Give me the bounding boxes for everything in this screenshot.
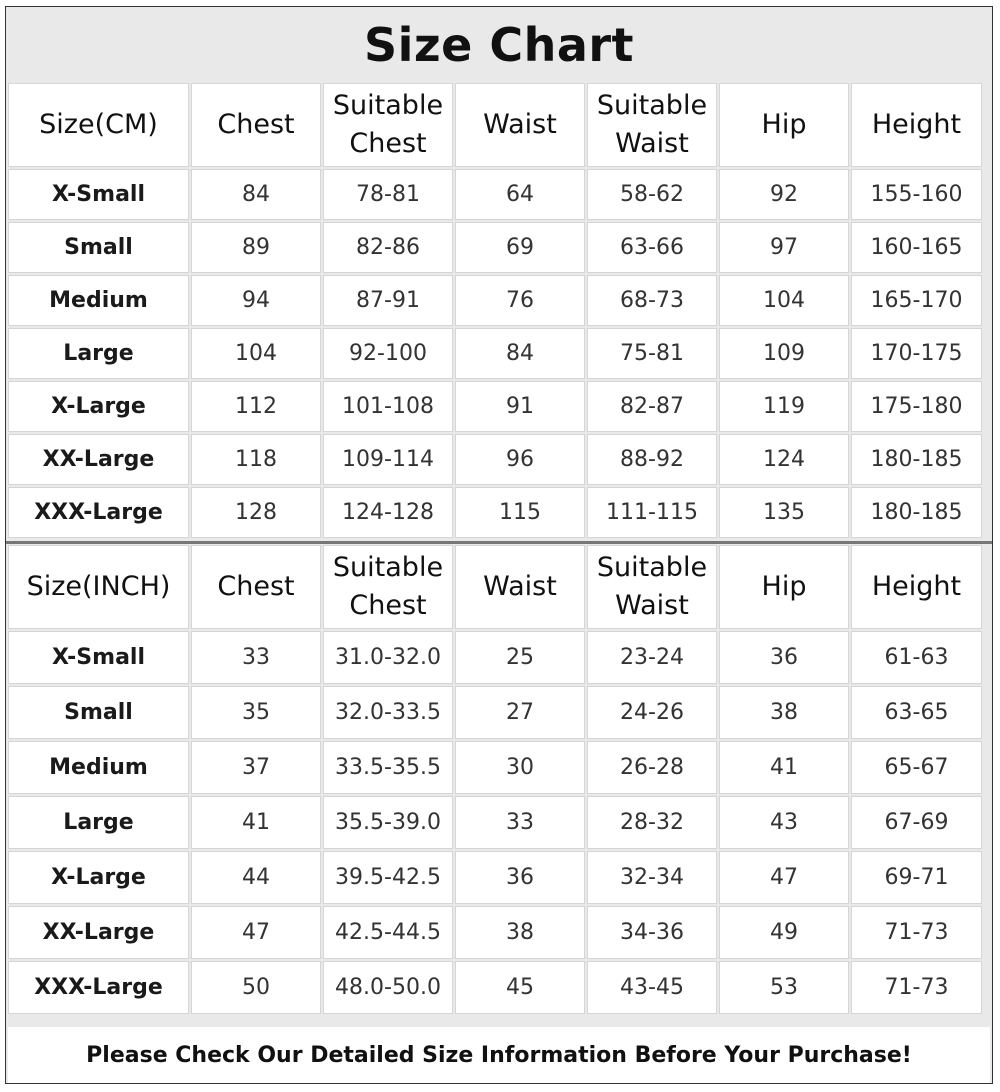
measurement-cell: 48.0-50.0	[323, 961, 453, 1014]
cm-header-cell: Suitable Chest	[323, 83, 453, 167]
measurement-cell: 50	[191, 961, 321, 1014]
size-label-cell: Small	[8, 686, 189, 739]
measurement-cell: 33	[191, 631, 321, 684]
measurement-cell: 67-69	[851, 796, 982, 849]
measurement-cell: 33	[455, 796, 585, 849]
measurement-cell: 109	[719, 328, 849, 379]
measurement-cell: 69-71	[851, 851, 982, 904]
measurement-cell: 135	[719, 487, 849, 538]
measurement-cell: 38	[455, 906, 585, 959]
measurement-cell: 97	[719, 222, 849, 273]
measurement-cell: 82-87	[587, 381, 717, 432]
measurement-cell: 31.0-32.0	[323, 631, 453, 684]
measurement-cell: 44	[191, 851, 321, 904]
measurement-cell: 119	[719, 381, 849, 432]
inch-header-cell: Suitable Waist	[587, 545, 717, 629]
cm-header-cell: Suitable Waist	[587, 83, 717, 167]
measurement-cell: 69	[455, 222, 585, 273]
measurement-cell: 36	[455, 851, 585, 904]
table-row	[8, 381, 982, 432]
cm-header-cell: Size(CM)	[8, 83, 189, 167]
measurement-cell: 34-36	[587, 906, 717, 959]
measurement-cell: 43	[719, 796, 849, 849]
measurement-cell: 25	[455, 631, 585, 684]
measurement-cell: 71-73	[851, 906, 982, 959]
measurement-cell: 104	[191, 328, 321, 379]
measurement-cell: 32-34	[587, 851, 717, 904]
measurement-cell: 109-114	[323, 434, 453, 485]
measurement-cell: 111-115	[587, 487, 717, 538]
size-label-cell: XX-Large	[8, 906, 189, 959]
size-label-cell: X-Large	[8, 381, 189, 432]
size-label-cell: XXX-Large	[8, 961, 189, 1014]
table-row	[8, 906, 982, 959]
size-label-cell: Medium	[8, 741, 189, 794]
cm-header-row	[8, 83, 982, 167]
measurement-cell: 84	[455, 328, 585, 379]
measurement-cell: 124-128	[323, 487, 453, 538]
measurement-cell: 24-26	[587, 686, 717, 739]
size-label-cell: XX-Large	[8, 434, 189, 485]
inch-header-cell: Waist	[455, 545, 585, 629]
measurement-cell: 128	[191, 487, 321, 538]
measurement-cell: 47	[191, 906, 321, 959]
size-label-cell: X-Small	[8, 169, 189, 220]
size-table-inch	[6, 543, 984, 1016]
inch-header-cell: Height	[851, 545, 982, 629]
measurement-cell: 94	[191, 275, 321, 326]
measurement-cell: 75-81	[587, 328, 717, 379]
measurement-cell: 84	[191, 169, 321, 220]
measurement-cell: 26-28	[587, 741, 717, 794]
inch-header-cell: Chest	[191, 545, 321, 629]
size-label-cell: XXX-Large	[8, 487, 189, 538]
measurement-cell: 82-86	[323, 222, 453, 273]
measurement-cell: 47	[719, 851, 849, 904]
size-label-cell: Small	[8, 222, 189, 273]
size-table-cm	[6, 81, 984, 540]
measurement-cell: 180-185	[851, 487, 982, 538]
measurement-cell: 88-92	[587, 434, 717, 485]
measurement-cell: 170-175	[851, 328, 982, 379]
cm-header-cell: Hip	[719, 83, 849, 167]
measurement-cell: 175-180	[851, 381, 982, 432]
measurement-cell: 58-62	[587, 169, 717, 220]
cm-header-cell: Waist	[455, 83, 585, 167]
inch-header-row	[8, 545, 982, 629]
measurement-cell: 63-66	[587, 222, 717, 273]
table-row	[8, 961, 982, 1014]
measurement-cell: 42.5-44.5	[323, 906, 453, 959]
measurement-cell: 118	[191, 434, 321, 485]
measurement-cell: 41	[191, 796, 321, 849]
measurement-cell: 49	[719, 906, 849, 959]
measurement-cell: 112	[191, 381, 321, 432]
measurement-cell: 89	[191, 222, 321, 273]
footer-note: Please Check Our Detailed Size Information Before Your Purchase!	[8, 1027, 990, 1083]
table-row	[8, 169, 982, 220]
measurement-cell: 41	[719, 741, 849, 794]
measurement-cell: 64	[455, 169, 585, 220]
size-label-cell: Large	[8, 328, 189, 379]
measurement-cell: 36	[719, 631, 849, 684]
page-title: Size Chart	[363, 18, 635, 72]
measurement-cell: 53	[719, 961, 849, 1014]
size-label-cell: Medium	[8, 275, 189, 326]
measurement-cell: 35.5-39.0	[323, 796, 453, 849]
measurement-cell: 38	[719, 686, 849, 739]
measurement-cell: 35	[191, 686, 321, 739]
table-row	[8, 796, 982, 849]
measurement-cell: 32.0-33.5	[323, 686, 453, 739]
cm-header-cell: Chest	[191, 83, 321, 167]
measurement-cell: 87-91	[323, 275, 453, 326]
measurement-cell: 30	[455, 741, 585, 794]
table-row	[8, 275, 982, 326]
measurement-cell: 91	[455, 381, 585, 432]
measurement-cell: 92-100	[323, 328, 453, 379]
table-row	[8, 487, 982, 538]
measurement-cell: 92	[719, 169, 849, 220]
measurement-cell: 76	[455, 275, 585, 326]
table-row	[8, 631, 982, 684]
size-label-cell: X-Large	[8, 851, 189, 904]
measurement-cell: 63-65	[851, 686, 982, 739]
measurement-cell: 45	[455, 961, 585, 1014]
measurement-cell: 101-108	[323, 381, 453, 432]
table-row	[8, 222, 982, 273]
measurement-cell: 23-24	[587, 631, 717, 684]
table-row	[8, 741, 982, 794]
measurement-cell: 43-45	[587, 961, 717, 1014]
measurement-cell: 155-160	[851, 169, 982, 220]
measurement-cell: 65-67	[851, 741, 982, 794]
measurement-cell: 104	[719, 275, 849, 326]
table-row	[8, 434, 982, 485]
measurement-cell: 28-32	[587, 796, 717, 849]
table-row	[8, 686, 982, 739]
size-label-cell: X-Small	[8, 631, 189, 684]
measurement-cell: 115	[455, 487, 585, 538]
inch-header-cell: Hip	[719, 545, 849, 629]
measurement-cell: 124	[719, 434, 849, 485]
measurement-cell: 37	[191, 741, 321, 794]
measurement-cell: 180-185	[851, 434, 982, 485]
measurement-cell: 68-73	[587, 275, 717, 326]
measurement-cell: 33.5-35.5	[323, 741, 453, 794]
inch-header-cell: Size(INCH)	[8, 545, 189, 629]
size-label-cell: Large	[8, 796, 189, 849]
inch-header-cell: Suitable Chest	[323, 545, 453, 629]
measurement-cell: 27	[455, 686, 585, 739]
measurement-cell: 96	[455, 434, 585, 485]
measurement-cell: 165-170	[851, 275, 982, 326]
cm-header-cell: Height	[851, 83, 982, 167]
measurement-cell: 71-73	[851, 961, 982, 1014]
measurement-cell: 78-81	[323, 169, 453, 220]
measurement-cell: 61-63	[851, 631, 982, 684]
measurement-cell: 160-165	[851, 222, 982, 273]
table-row	[8, 328, 982, 379]
table-row	[8, 851, 982, 904]
measurement-cell: 39.5-42.5	[323, 851, 453, 904]
